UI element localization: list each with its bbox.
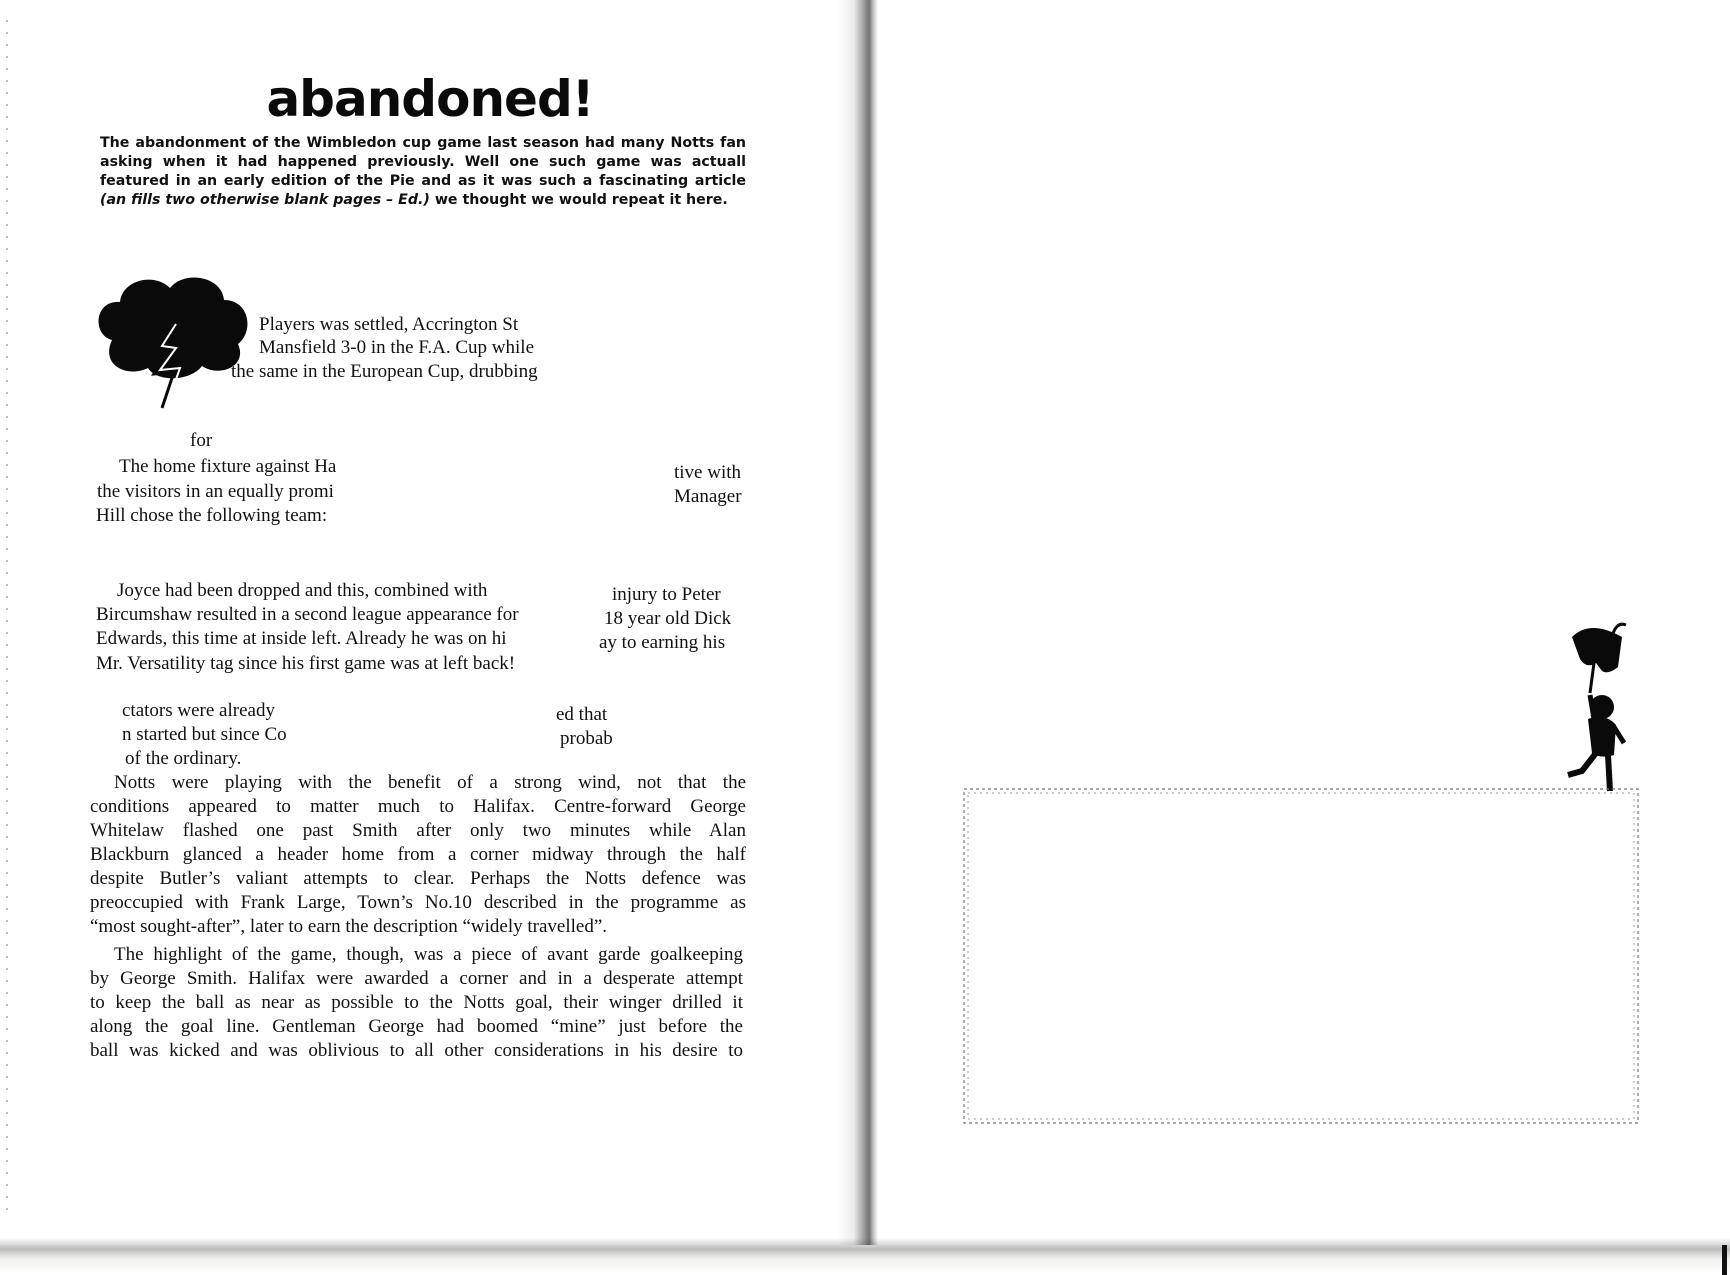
page-edge-dots (6, 20, 8, 1220)
text-fragment: Hill chose the following team: (96, 505, 328, 526)
text-line: “most sought-after”, later to earn the description “widely travelled”. (90, 916, 608, 937)
text-line: along the goal line. Gentleman George had boomed “mine” just before the (90, 1016, 743, 1037)
text-line: ball was kicked and was oblivious to all other considerations in his desire to (90, 1040, 743, 1061)
text-fragment: Edwards, this time at inside left. Already he was on hi (96, 628, 507, 649)
text-fragment: n started but since Co (122, 724, 287, 745)
text-line: Blackburn glanced a header home from a corner midway through the half (90, 844, 746, 865)
man-with-umbrella-icon (1550, 615, 1640, 795)
page-bottom-edge (0, 1238, 1730, 1275)
storm-cloud-lightning-icon (92, 270, 252, 410)
text-line: to keep the ball as near as possible to the Notts goal, their winger drilled it (90, 992, 743, 1013)
text-line: conditions appeared to matter much to Halifax. Centre-forward George (90, 796, 746, 817)
text-fragment: Mansfield 3-0 in the F.A. Cup while (259, 337, 535, 358)
text-fragment: Players was settled, Accrington St (259, 314, 519, 335)
paragraph-highlight (90, 943, 743, 1063)
page-title: abandoned! (266, 70, 594, 128)
text-line: Notts were playing with the benefit of a strong wind, not that the (114, 772, 746, 793)
left-page (0, 0, 868, 1245)
text-fragment: Joyce had been dropped and this, combined with (117, 580, 488, 601)
text-line: Whitelaw flashed one past Smith after only two minutes while Alan (90, 820, 746, 841)
text-fragment: The home fixture against Ha (119, 456, 337, 477)
text-fragment: probab (560, 728, 613, 749)
intro-text-2: we thought we would repeat it here. (429, 192, 728, 208)
text-fragment: Manager (674, 486, 742, 507)
text-line: The highlight of the game, though, was a piece of avant garde goalkeeping (114, 944, 743, 965)
text-fragment: Mr. Versatility tag since his first game was at left back! (96, 653, 516, 674)
text-line: by George Smith. Halifax were awarded a corner and in a desperate attempt (90, 968, 743, 989)
text-fragment: ed that (556, 704, 608, 725)
text-fragment: ctators were already (122, 700, 275, 721)
page-edge-mark (1722, 1245, 1727, 1275)
text-fragment: the same in the European Cup, drubbing (231, 361, 538, 382)
intro-paragraph (100, 134, 746, 210)
wavy-border-box (958, 783, 1644, 1129)
text-fragment: injury to Peter (612, 584, 721, 605)
text-line: preoccupied with Frank Large, Town’s No.10 described in the programme as (90, 892, 746, 913)
text-fragment: ay to earning his (599, 632, 726, 653)
paragraph-notts-wind (90, 771, 746, 939)
intro-editor-aside: (an fills two otherwise blank pages – Ed.) (100, 192, 430, 208)
text-line: despite Butler’s valiant attempts to clear. Perhaps the Notts defence was (90, 868, 746, 889)
intro-text-1: The abandonment of the Wimbledon cup game last season had many Notts fan asking when it had happened previously. Well one such game was actuall featured in an early edition of the Pie and as it was such a fascinating article (100, 135, 746, 189)
text-fragment: for (190, 430, 213, 451)
text-fragment: 18 year old Dick (604, 608, 732, 629)
text-fragment: Bircumshaw resulted in a second league appearance for (96, 604, 519, 625)
text-fragment: tive with (674, 462, 742, 483)
text-fragment: of the ordinary. (125, 748, 242, 769)
text-fragment: the visitors in an equally promi (97, 481, 334, 502)
book-gutter (838, 0, 878, 1245)
